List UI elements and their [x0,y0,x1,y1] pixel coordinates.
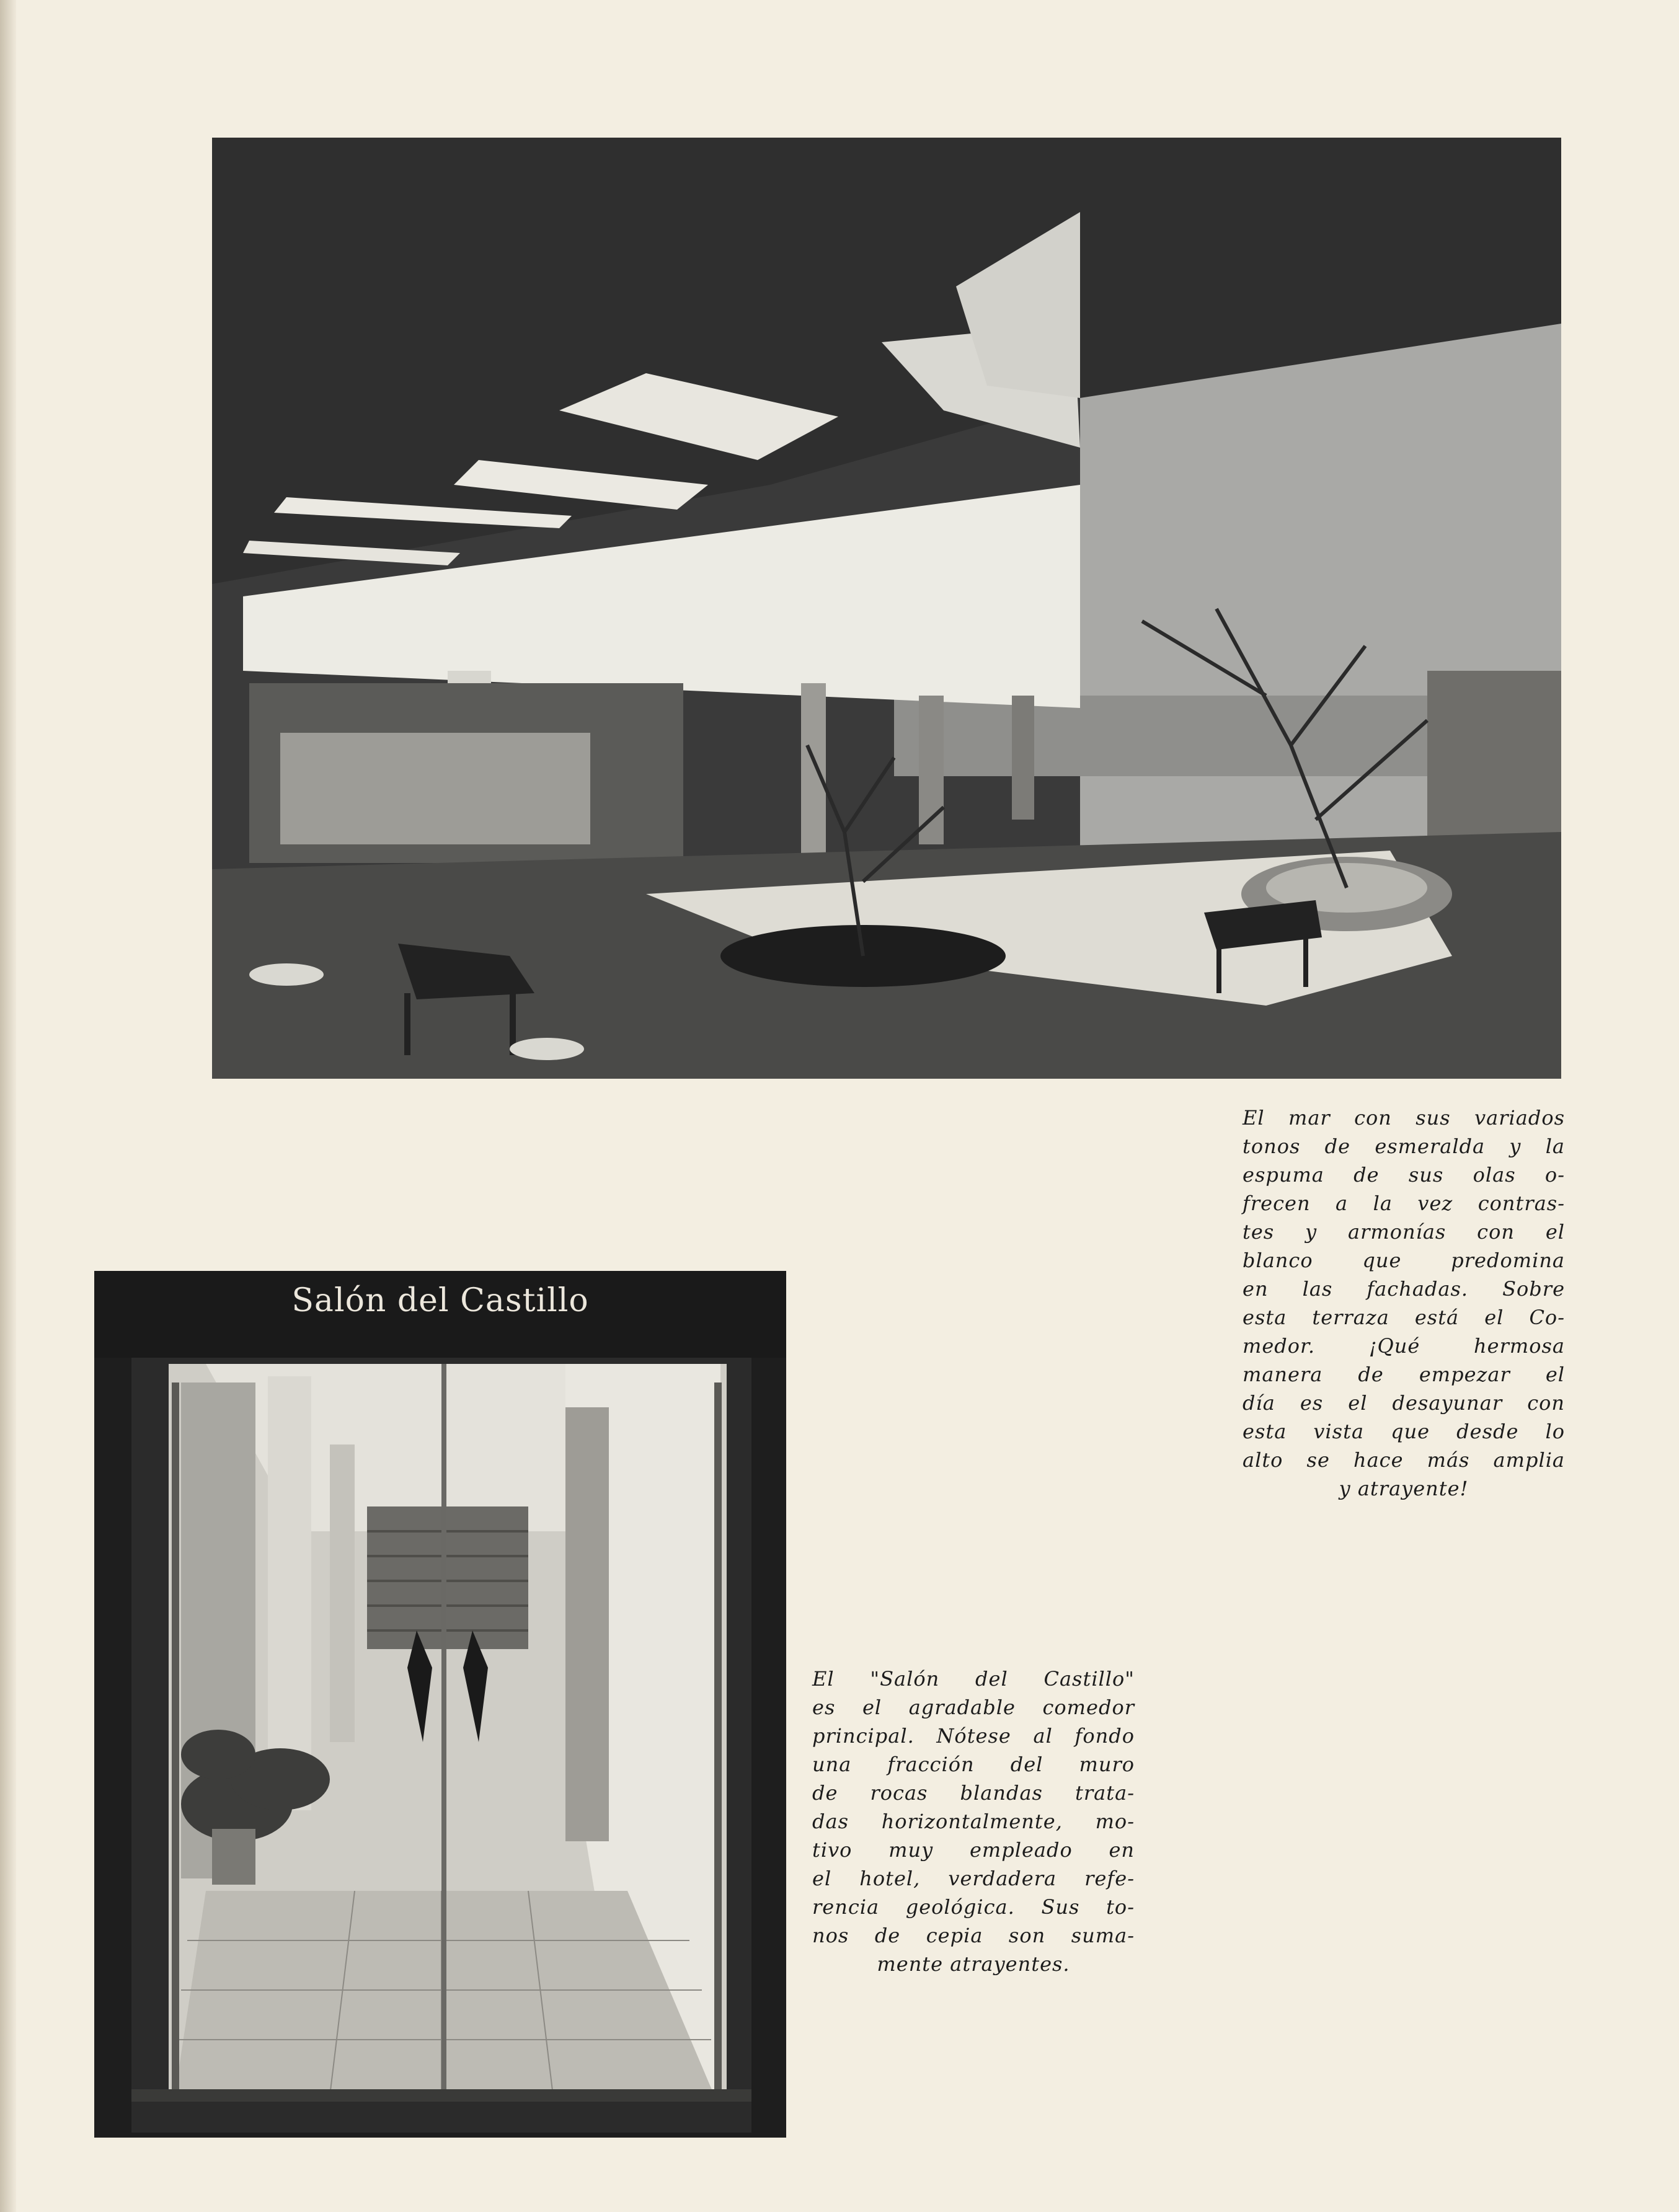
page-edge-shadow [0,0,16,2212]
caption-line: tonos de esmeralda y la [1243,1135,1565,1158]
caption-line: de rocas blandas trata- [812,1781,1135,1805]
salon-photo-illustration [94,1271,786,2138]
caption-line: rencia geológica. Sus to- [812,1895,1135,1919]
caption-line: mente atrayentes. [877,1952,1070,1976]
caption-line: medor. ¡Qué hermosa [1243,1334,1565,1358]
caption-line: nos de cepia son suma- [812,1924,1135,1947]
salon-caption [812,1665,1135,1978]
caption-line: das horizontalmente, mo- [812,1810,1135,1833]
caption-line: frecen a la vez contras- [1243,1192,1565,1215]
caption-line: alto se hace más amplia [1243,1448,1565,1472]
caption-line: esta terraza está el Co- [1243,1306,1565,1329]
caption-line: principal. Nótese al fondo [812,1724,1135,1748]
salon-sign-text: Salón del Castillo [291,1282,589,1319]
caption-line: El mar con sus variados [1243,1106,1565,1130]
caption-line: es el agradable comedor [812,1696,1135,1719]
terrace-photo-illustration [212,138,1561,1079]
salon-entrance-photo [94,1271,786,2138]
terrace-photo [212,138,1561,1079]
caption-line: el hotel, verdadera refe- [812,1867,1135,1890]
caption-line: tes y armonías con el [1243,1220,1565,1244]
caption-line: en las fachadas. Sobre [1243,1277,1565,1301]
caption-line: y atrayente! [1339,1477,1469,1500]
caption-line: día es el desayunar con [1243,1391,1565,1415]
caption-line: manera de empezar el [1243,1363,1565,1386]
terrace-caption [1243,1104,1565,1503]
caption-line: El "Salón del Castillo" [812,1667,1135,1691]
caption-line: blanco que predomina [1243,1249,1565,1272]
caption-line: tivo muy empleado en [812,1838,1135,1862]
caption-line: esta vista que desde lo [1243,1420,1565,1443]
caption-line: una fracción del muro [812,1753,1135,1776]
caption-line: espuma de sus olas o- [1243,1163,1565,1187]
